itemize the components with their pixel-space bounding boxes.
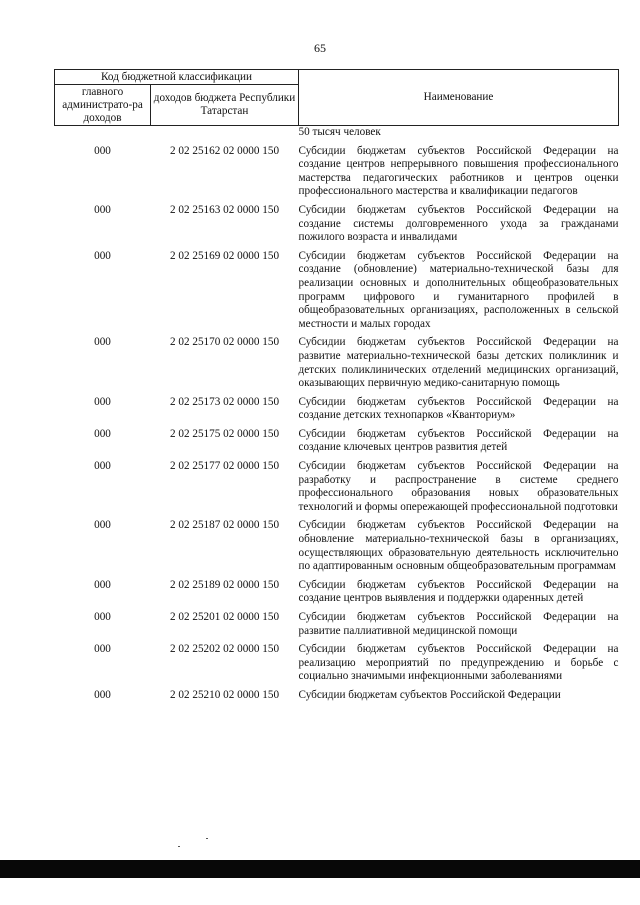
page-number: 65 xyxy=(314,41,326,55)
admin-code-cell: 000 xyxy=(94,688,111,701)
table-row xyxy=(55,145,619,204)
income-code-cell: 2 02 25210 02 0000 150 xyxy=(169,688,280,701)
income-code-cell: 2 02 25163 02 0000 150 xyxy=(169,203,280,216)
budget-classification-table xyxy=(54,69,619,708)
name-cell: Субсидии бюджетам субъектов Российской Федерации на создание детских технопарков «Кванториум» xyxy=(298,395,619,422)
admin-code-cell: 000 xyxy=(94,427,111,440)
table-row xyxy=(55,519,619,578)
admin-code-cell: 000 xyxy=(94,460,111,473)
scan-speck xyxy=(178,846,180,847)
income-code-cell: 2 02 25175 02 0000 150 xyxy=(169,427,280,440)
income-code-cell: 2 02 25170 02 0000 150 xyxy=(169,336,280,349)
table-body xyxy=(55,126,619,708)
name-cell: Субсидии бюджетам субъектов Российской Федерации на создание системы долговременного ухода за гражданами пожилого возраста и инвалидами xyxy=(298,203,619,244)
income-code-cell: 2 02 25169 02 0000 150 xyxy=(169,249,280,262)
admin-code-cell: 000 xyxy=(94,578,111,591)
table-row xyxy=(55,204,619,250)
admin-code-cell: 000 xyxy=(94,611,111,623)
income-code-cell: 2 02 25201 02 0000 150 xyxy=(169,611,280,623)
table-row xyxy=(55,643,619,689)
name-cell: Субсидии бюджетам субъектов Российской Федерации на развитие паллиативной медицинской помощи xyxy=(298,611,619,637)
admin-code-cell: 000 xyxy=(94,643,111,656)
table-row xyxy=(55,579,619,611)
income-code-cell: 2 02 25173 02 0000 150 xyxy=(169,395,280,408)
scan-bottom-edge xyxy=(0,860,640,878)
table-row xyxy=(55,460,619,519)
income-code-cell: 2 02 25177 02 0000 150 xyxy=(169,460,280,473)
admin-code-cell: 000 xyxy=(94,144,111,157)
name-cell: Субсидии бюджетам субъектов Российской Федерации на реализацию мероприятий по предупреждению и борьбе с социально значимыми инфекционными заболеваниями xyxy=(298,643,619,683)
table-row xyxy=(55,611,619,643)
name-cell: Субсидии бюджетам субъектов Российской Федерации на создание (обновление) материально-технической базы для реализации основных и дополнительных общеобразовательных программ цифрового и гуманитарного профилей в общеобразовательных организациях, расположенных в сельской местности и малых городах xyxy=(298,249,619,330)
name-cell: Субсидии бюджетам субъектов Российской Федерации на обновление материально-технической базы в организациях, осуществляющих образовательную деятельность исключительно по адаптированным основным общеобразовательным программам xyxy=(298,519,619,573)
table-row xyxy=(55,336,619,395)
continuation-text: 50 тысяч человек xyxy=(298,126,381,138)
name-cell: Субсидии бюджетам субъектов Российской Федерации xyxy=(298,688,561,701)
header-budget-classification-code: Код бюджетной классификации xyxy=(55,70,299,85)
income-code-cell: 2 02 25187 02 0000 150 xyxy=(169,519,280,532)
admin-code-cell: 000 xyxy=(94,249,111,262)
income-code-cell: 2 02 25162 02 0000 150 xyxy=(169,144,280,157)
table-row xyxy=(55,689,619,708)
table-row xyxy=(55,428,619,460)
header-main-administrator: главного администрато-ра доходов xyxy=(55,85,151,126)
income-code-cell: 2 02 25189 02 0000 150 xyxy=(169,578,280,591)
income-code-cell: 2 02 25202 02 0000 150 xyxy=(169,643,280,656)
name-cell: Субсидии бюджетам субъектов Российской Федерации на развитие материально-технической базы детских поликлиник и детских поликлинических отделений медицинских организаций, оказывающих первичную медико-санитарную помощь xyxy=(298,336,619,390)
name-cell: Субсидии бюджетам субъектов Российской Федерации на разработку и распространение в системе среднего профессионального образования новых образовательных технологий и формы опережающей профессиональной подготовки xyxy=(298,460,619,513)
table-row xyxy=(55,396,619,428)
name-cell: Субсидии бюджетам субъектов Российской Федерации на создание ключевых центров развития детей xyxy=(298,427,619,454)
continuation-row xyxy=(55,126,619,145)
name-cell: Субсидии бюджетам субъектов Российской Федерации на создание центров непрерывного повышения профессионального мастерства педагогических работников и центров оценки профессионального мастерства и квалификации педагогов xyxy=(298,144,619,198)
table-row xyxy=(55,250,619,337)
header-budget-income: доходов бюджета Республики Татарстан xyxy=(151,85,299,126)
admin-code-cell: 000 xyxy=(94,519,111,532)
admin-code-cell: 000 xyxy=(94,336,111,349)
name-cell: Субсидии бюджетам субъектов Российской Федерации на создание центров выявления и поддержки одаренных детей xyxy=(298,578,619,605)
admin-code-cell: 000 xyxy=(94,203,111,216)
scan-speck xyxy=(206,838,208,839)
header-name: Наименование xyxy=(299,70,619,126)
admin-code-cell: 000 xyxy=(94,395,111,408)
